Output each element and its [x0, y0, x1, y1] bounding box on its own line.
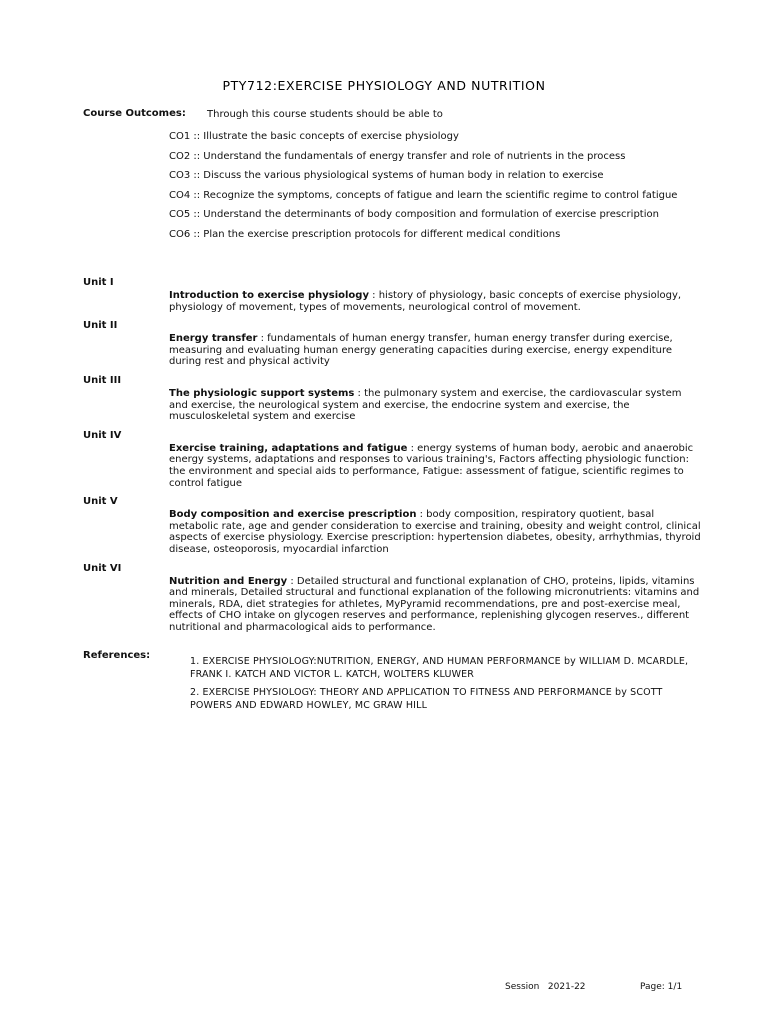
unit-description — [169, 388, 701, 423]
unit-text: : Detailed structural and functional explanation of CHO, proteins, lipids, vitamins and minerals, Detailed structural and functional explanation of the following micronutrients: vitamins and minerals, RDA, diet strategies for athletes, MyPyramid recommendations, pre and post-exercise meal, effects of CHO intake on glycogen reserves and performance, replenishing glycogen reserves., different nutritional and pharmacological aids to performance. — [169, 575, 700, 633]
unit-label: Unit VI — [83, 562, 122, 574]
course-outcomes-label: Course Outcomes: — [83, 108, 186, 119]
footer-session: Session 2021-22 — [505, 982, 586, 992]
unit-heading: Nutrition and Energy — [169, 575, 288, 587]
unit-3 — [83, 375, 703, 423]
unit-label: Unit II — [83, 320, 118, 332]
unit-5 — [83, 496, 703, 555]
unit-text: : history of physiology, basic concepts of exercise physiology, physiology of movement, types of movements, neurological control of movement. — [169, 290, 682, 313]
references-list — [190, 656, 690, 718]
unit-heading: The physiologic support systems — [169, 387, 355, 399]
unit-description — [169, 509, 701, 555]
course-outcome-1: CO1 :: Illustrate the basic concepts of exercise physiology — [169, 131, 459, 142]
unit-description — [169, 333, 701, 368]
footer-page-number: Page: 1/1 — [640, 982, 683, 992]
unit-description — [169, 443, 701, 489]
course-outcome-5: CO5 :: Understand the determinants of body composition and formulation of exercise prescription — [169, 209, 659, 220]
unit-4 — [83, 430, 703, 489]
course-outcome-2: CO2 :: Understand the fundamentals of energy transfer and role of nutrients in the process — [169, 150, 626, 162]
units-section — [83, 277, 703, 640]
course-outcomes-intro: Through this course students should be able to — [207, 109, 443, 120]
unit-description — [169, 290, 701, 313]
unit-text: : energy systems of human body, aerobic and anaerobic energy systems, adaptations and responses to various training's, Factors affecting physiologic function: the environment and special aids to performance, Fatigue: assessment of fatigue, scientific regimes to control fatigue — [169, 442, 694, 489]
unit-label: Unit V — [83, 496, 118, 508]
reference-1: 1. EXERCISE PHYSIOLOGY:NUTRITION, ENERGY, AND HUMAN PERFORMANCE by WILLIAM D. MCARDLE, FRANK I. KATCH AND VICTOR L. KATCH, WOLTERS KLUWER — [190, 656, 689, 680]
unit-description — [169, 576, 701, 634]
unit-6 — [83, 563, 703, 634]
course-outcomes-list — [169, 131, 709, 248]
unit-heading: Energy transfer — [169, 333, 258, 345]
unit-heading: Exercise training, adaptations and fatigue — [169, 442, 408, 454]
unit-heading: Body composition and exercise prescription — [169, 509, 417, 521]
reference-2: 2. EXERCISE PHYSIOLOGY: THEORY AND APPLICATION TO FITNESS AND PERFORMANCE by SCOTT POWERS AND EDWARD HOWLEY, MC GRAW HILL — [190, 687, 663, 711]
unit-text: : body composition, respiratory quotient, basal metabolic rate, age and gender consideration to exercise and training, obesity and weight control, clinical aspects of exercise physiology. Exercise prescription: hypertension diabetes, obesity, arrhythmias, thyroid disease, osteoporosis, myocardial infarction — [169, 509, 701, 555]
course-outcome-6: CO6 :: Plan the exercise prescription protocols for different medical conditions — [169, 228, 561, 240]
course-outcome-3: CO3 :: Discuss the various physiological systems of human body in relation to exercise — [169, 170, 604, 181]
unit-heading: Introduction to exercise physiology — [169, 290, 369, 301]
references-label: References: — [83, 650, 151, 661]
document-title: PTY712:EXERCISE PHYSIOLOGY AND NUTRITION — [222, 78, 546, 93]
unit-2 — [83, 320, 703, 368]
unit-label: Unit III — [83, 374, 122, 386]
course-outcome-4: CO4 :: Recognize the symptoms, concepts of fatigue and learn the scientific regime to control fatigue — [169, 189, 678, 201]
unit-text: : the pulmonary system and exercise, the cardiovascular system and exercise, the neurological system and exercise, the endocrine system and exercise, the musculoskeletal system and exercise — [169, 387, 682, 423]
unit-text: : fundamentals of human energy transfer, human energy transfer during exercise, measuring and evaluating human energy generating capacities during exercise, energy expenditure during rest and physical activity — [169, 333, 673, 368]
unit-label: Unit I — [83, 277, 114, 288]
unit-1 — [83, 277, 703, 313]
unit-label: Unit IV — [83, 429, 122, 441]
